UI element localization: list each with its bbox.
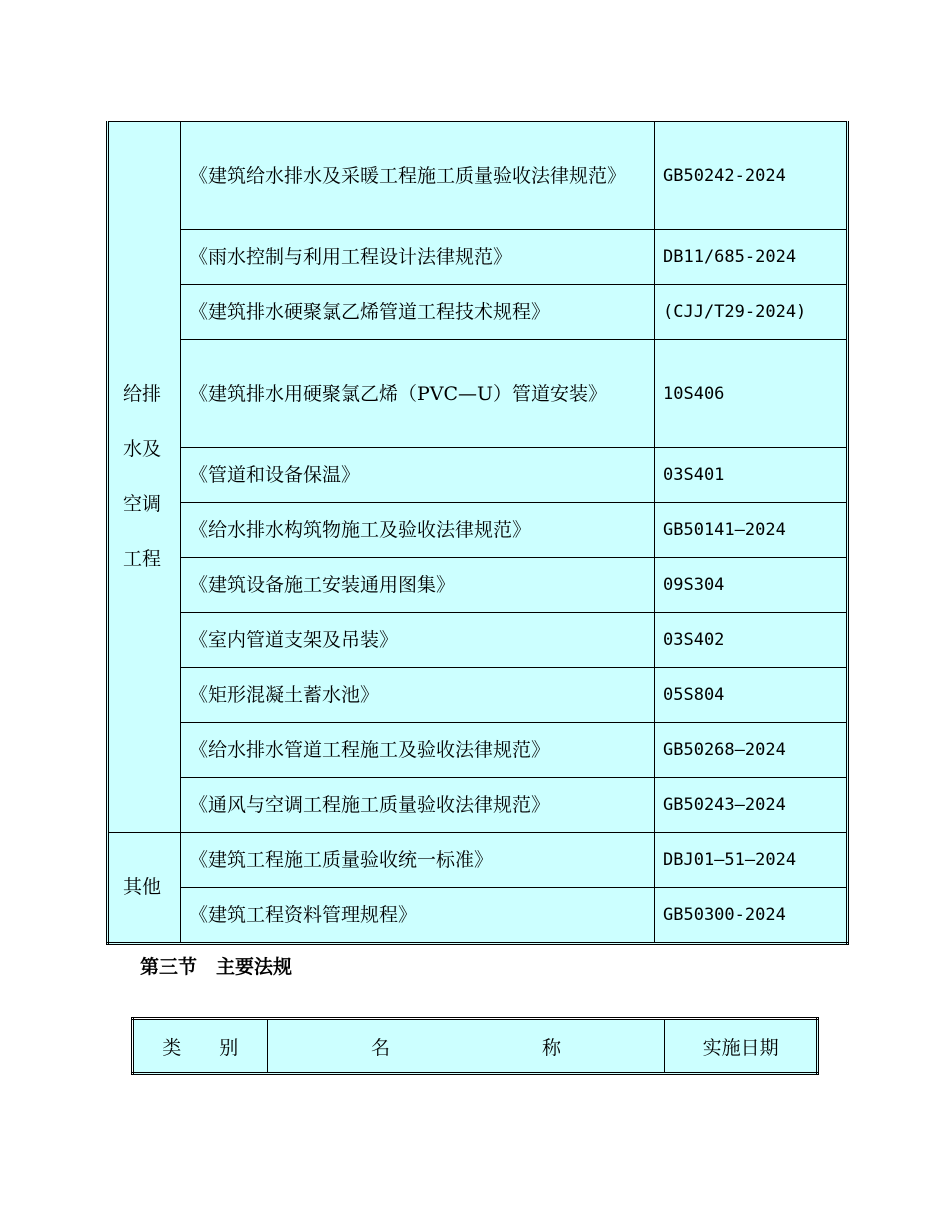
table-row <box>108 888 848 944</box>
standards-table <box>106 121 849 945</box>
table-row <box>108 558 848 613</box>
table-row <box>108 448 848 503</box>
standard-code: DBJ01—51—2024 <box>655 833 848 888</box>
table-row <box>108 723 848 778</box>
standard-name: 《通风与空调工程施工质量验收法律规范》 <box>181 778 655 833</box>
standard-code: GB50141—2024 <box>655 503 848 558</box>
standard-code: GB50268—2024 <box>655 723 848 778</box>
standard-name: 《建筑设备施工安装通用图集》 <box>181 558 655 613</box>
standard-name: 《矩形混凝土蓄水池》 <box>181 668 655 723</box>
standard-code: 03S401 <box>655 448 848 503</box>
table-row <box>108 340 848 448</box>
table-row <box>108 230 848 285</box>
table-row <box>108 122 848 230</box>
table-row <box>108 778 848 833</box>
table-row <box>108 285 848 340</box>
standard-code: GB50242-2024 <box>655 122 848 230</box>
standard-name: 《管道和设备保温》 <box>181 448 655 503</box>
standard-code: 05S804 <box>655 668 848 723</box>
standard-name: 《给水排水管道工程施工及验收法律规范》 <box>181 723 655 778</box>
standard-code: 09S304 <box>655 558 848 613</box>
standard-code: DB11/685-2024 <box>655 230 848 285</box>
category-label: 给排水及空调工程 <box>123 383 162 570</box>
standard-code: (CJJ/T29-2024) <box>655 285 848 340</box>
standard-name: 《建筑排水硬聚氯乙烯管道工程技术规程》 <box>181 285 655 340</box>
section-title: 第三节 主要法规 <box>140 956 293 978</box>
category-label: 其他 <box>123 876 162 898</box>
standard-name: 《室内管道支架及吊装》 <box>181 613 655 668</box>
standard-code: GB50243—2024 <box>655 778 848 833</box>
standard-code: 10S406 <box>655 340 848 448</box>
table-row <box>108 833 848 888</box>
standard-code: 03S402 <box>655 613 848 668</box>
standard-code: GB50300-2024 <box>655 888 848 944</box>
standard-name: 《建筑工程资料管理规程》 <box>181 888 655 944</box>
table-row <box>108 668 848 723</box>
table-row <box>108 613 848 668</box>
standard-name: 《建筑排水用硬聚氯乙烯（PVC—U）管道安装》 <box>181 340 655 448</box>
category-cell <box>108 833 181 944</box>
header-category: 类 别 <box>133 1019 268 1074</box>
header-name: 名 称 <box>267 1019 665 1074</box>
standard-name: 《建筑给水排水及采暖工程施工质量验收法律规范》 <box>181 122 655 230</box>
regulations-table <box>131 1017 819 1075</box>
table-row <box>108 503 848 558</box>
standard-name: 《雨水控制与利用工程设计法律规范》 <box>181 230 655 285</box>
table-header-row <box>133 1019 818 1074</box>
category-cell <box>108 122 181 833</box>
standard-name: 《给水排水构筑物施工及验收法律规范》 <box>181 503 655 558</box>
header-effective-date: 实施日期 <box>665 1019 818 1074</box>
standard-name: 《建筑工程施工质量验收统一标准》 <box>181 833 655 888</box>
